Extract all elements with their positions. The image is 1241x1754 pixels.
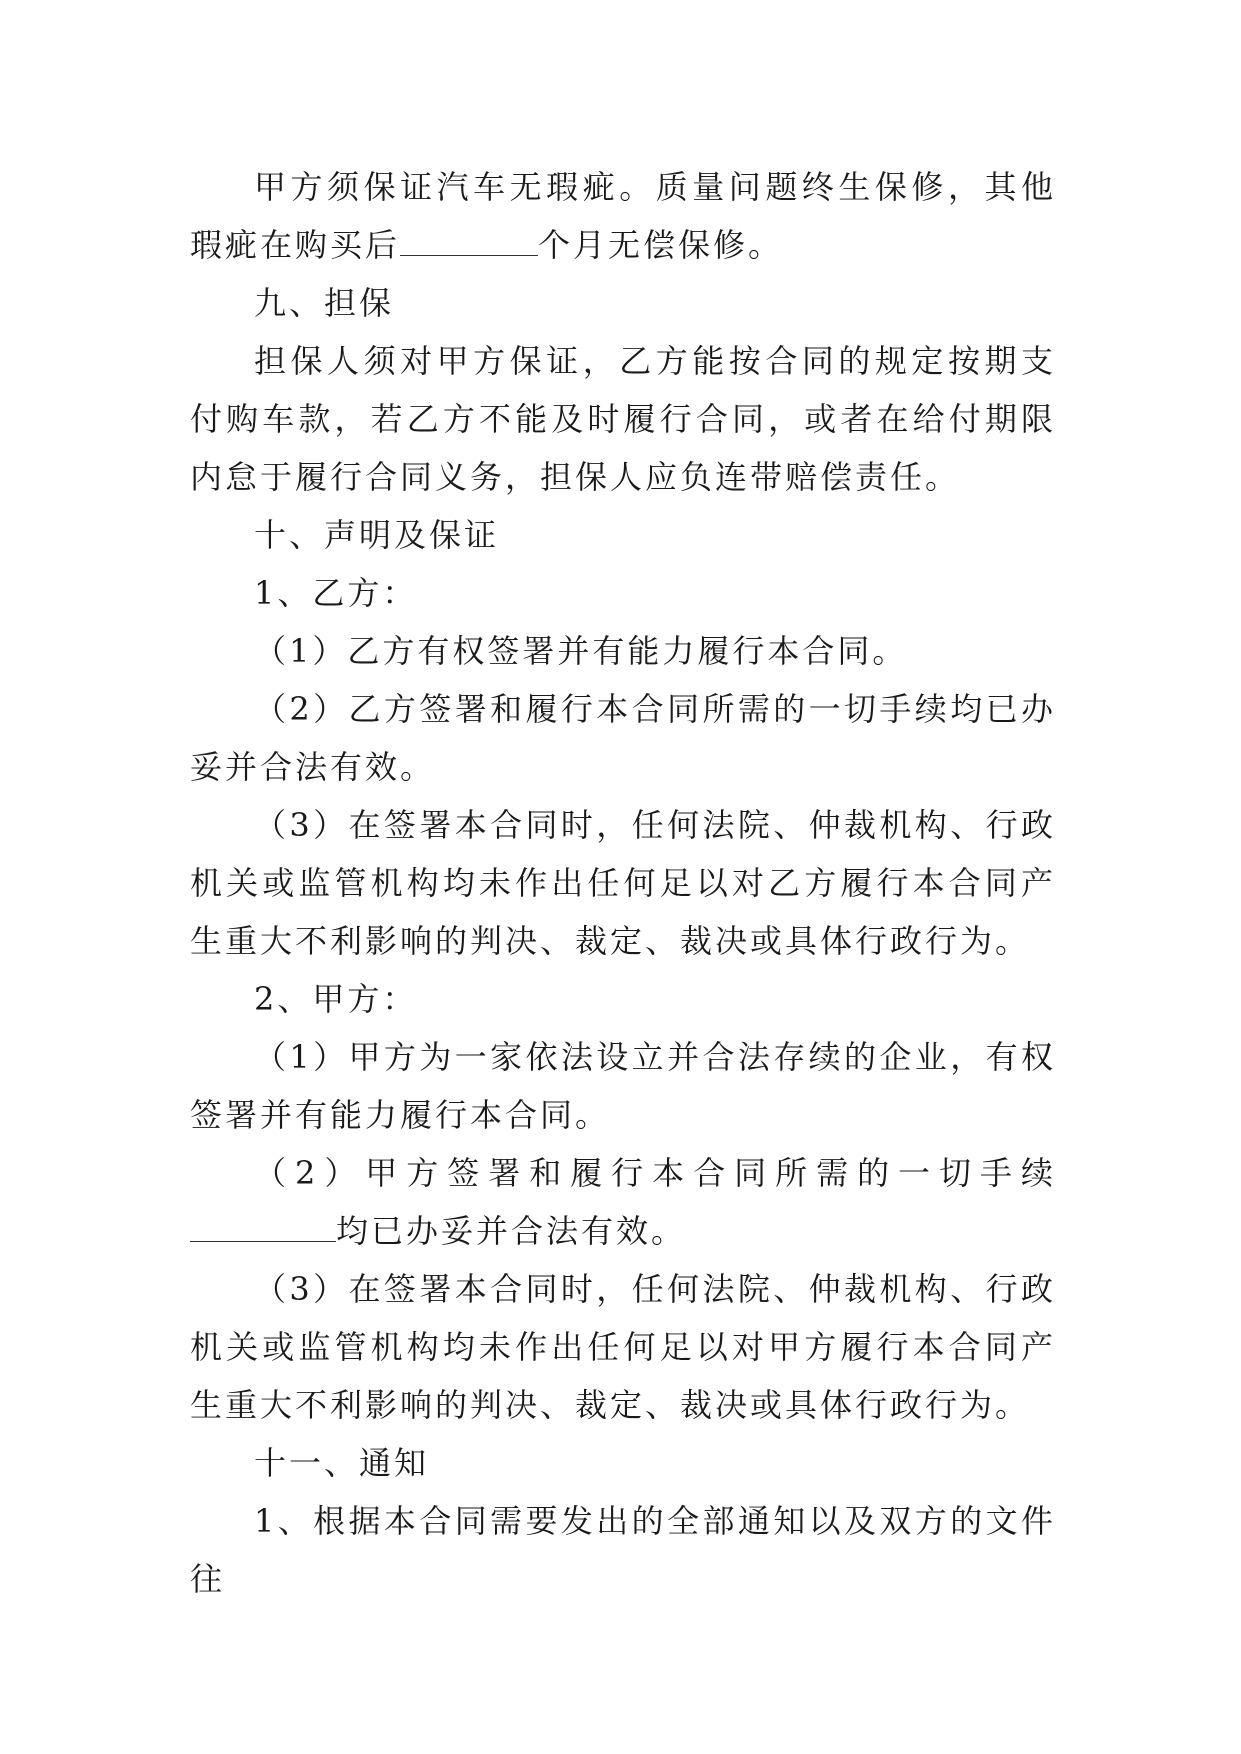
party-a-clause-2-end: 均已办妥并合法有效。 xyxy=(336,1212,687,1250)
party-a-clause-1: （1）甲方为一家依法设立并合法存续的企业，有权签署并有能力履行本合同。 xyxy=(190,1038,1056,1134)
document-body xyxy=(190,158,1056,1608)
party-b-clause-1: （1）乙方有权签署并有能力履行本合同。 xyxy=(254,632,908,670)
notice-clause-1: 1、根据本合同需要发出的全部通知以及双方的文件往 xyxy=(190,1502,1056,1598)
warranty-months-blank[interactable] xyxy=(400,229,538,256)
procedures-blank[interactable] xyxy=(190,1215,336,1242)
party-a-clause-2 xyxy=(190,1144,1056,1260)
guarantee-paragraph: 担保人须对甲方保证，乙方能按合同的规定按期支付购车款，若乙方不能及时履行合同，或者在给付期限内怠于履行合同义务，担保人应负连带赔偿责任。 xyxy=(190,342,1056,496)
party-b-clause-3: （3）在签署本合同时，任何法院、仲裁机构、行政机关或监管机构均未作出任何足以对乙方履行本合同产生重大不利影响的判决、裁定、裁决或具体行政行为。 xyxy=(190,806,1056,960)
warranty-text-end: 个月无偿保修。 xyxy=(538,226,784,264)
section-heading-notice: 十一、通知 xyxy=(254,1444,430,1482)
warranty-paragraph xyxy=(190,158,1056,274)
section-heading-guarantee: 九、担保 xyxy=(254,284,395,322)
party-a-heading: 2、甲方： xyxy=(254,980,418,1018)
party-a-clause-2-start: （2）甲方签署和履行本合同所需的一切手续 xyxy=(254,1154,1056,1192)
party-b-heading: 1、乙方： xyxy=(254,574,418,612)
party-b-clause-2: （2）乙方签署和履行本合同所需的一切手续均已办妥并合法有效。 xyxy=(190,690,1056,786)
warranty-text-start: 甲方须保证汽车无瑕疵。质量问题终生保修，其他瑕疵在购买后 xyxy=(190,168,1056,264)
party-a-clause-3: （3）在签署本合同时，任何法院、仲裁机构、行政机关或监管机构均未作出任何足以对甲方履行本合同产生重大不利影响的判决、裁定、裁决或具体行政行为。 xyxy=(190,1270,1056,1424)
section-heading-declarations: 十、声明及保证 xyxy=(254,516,500,554)
